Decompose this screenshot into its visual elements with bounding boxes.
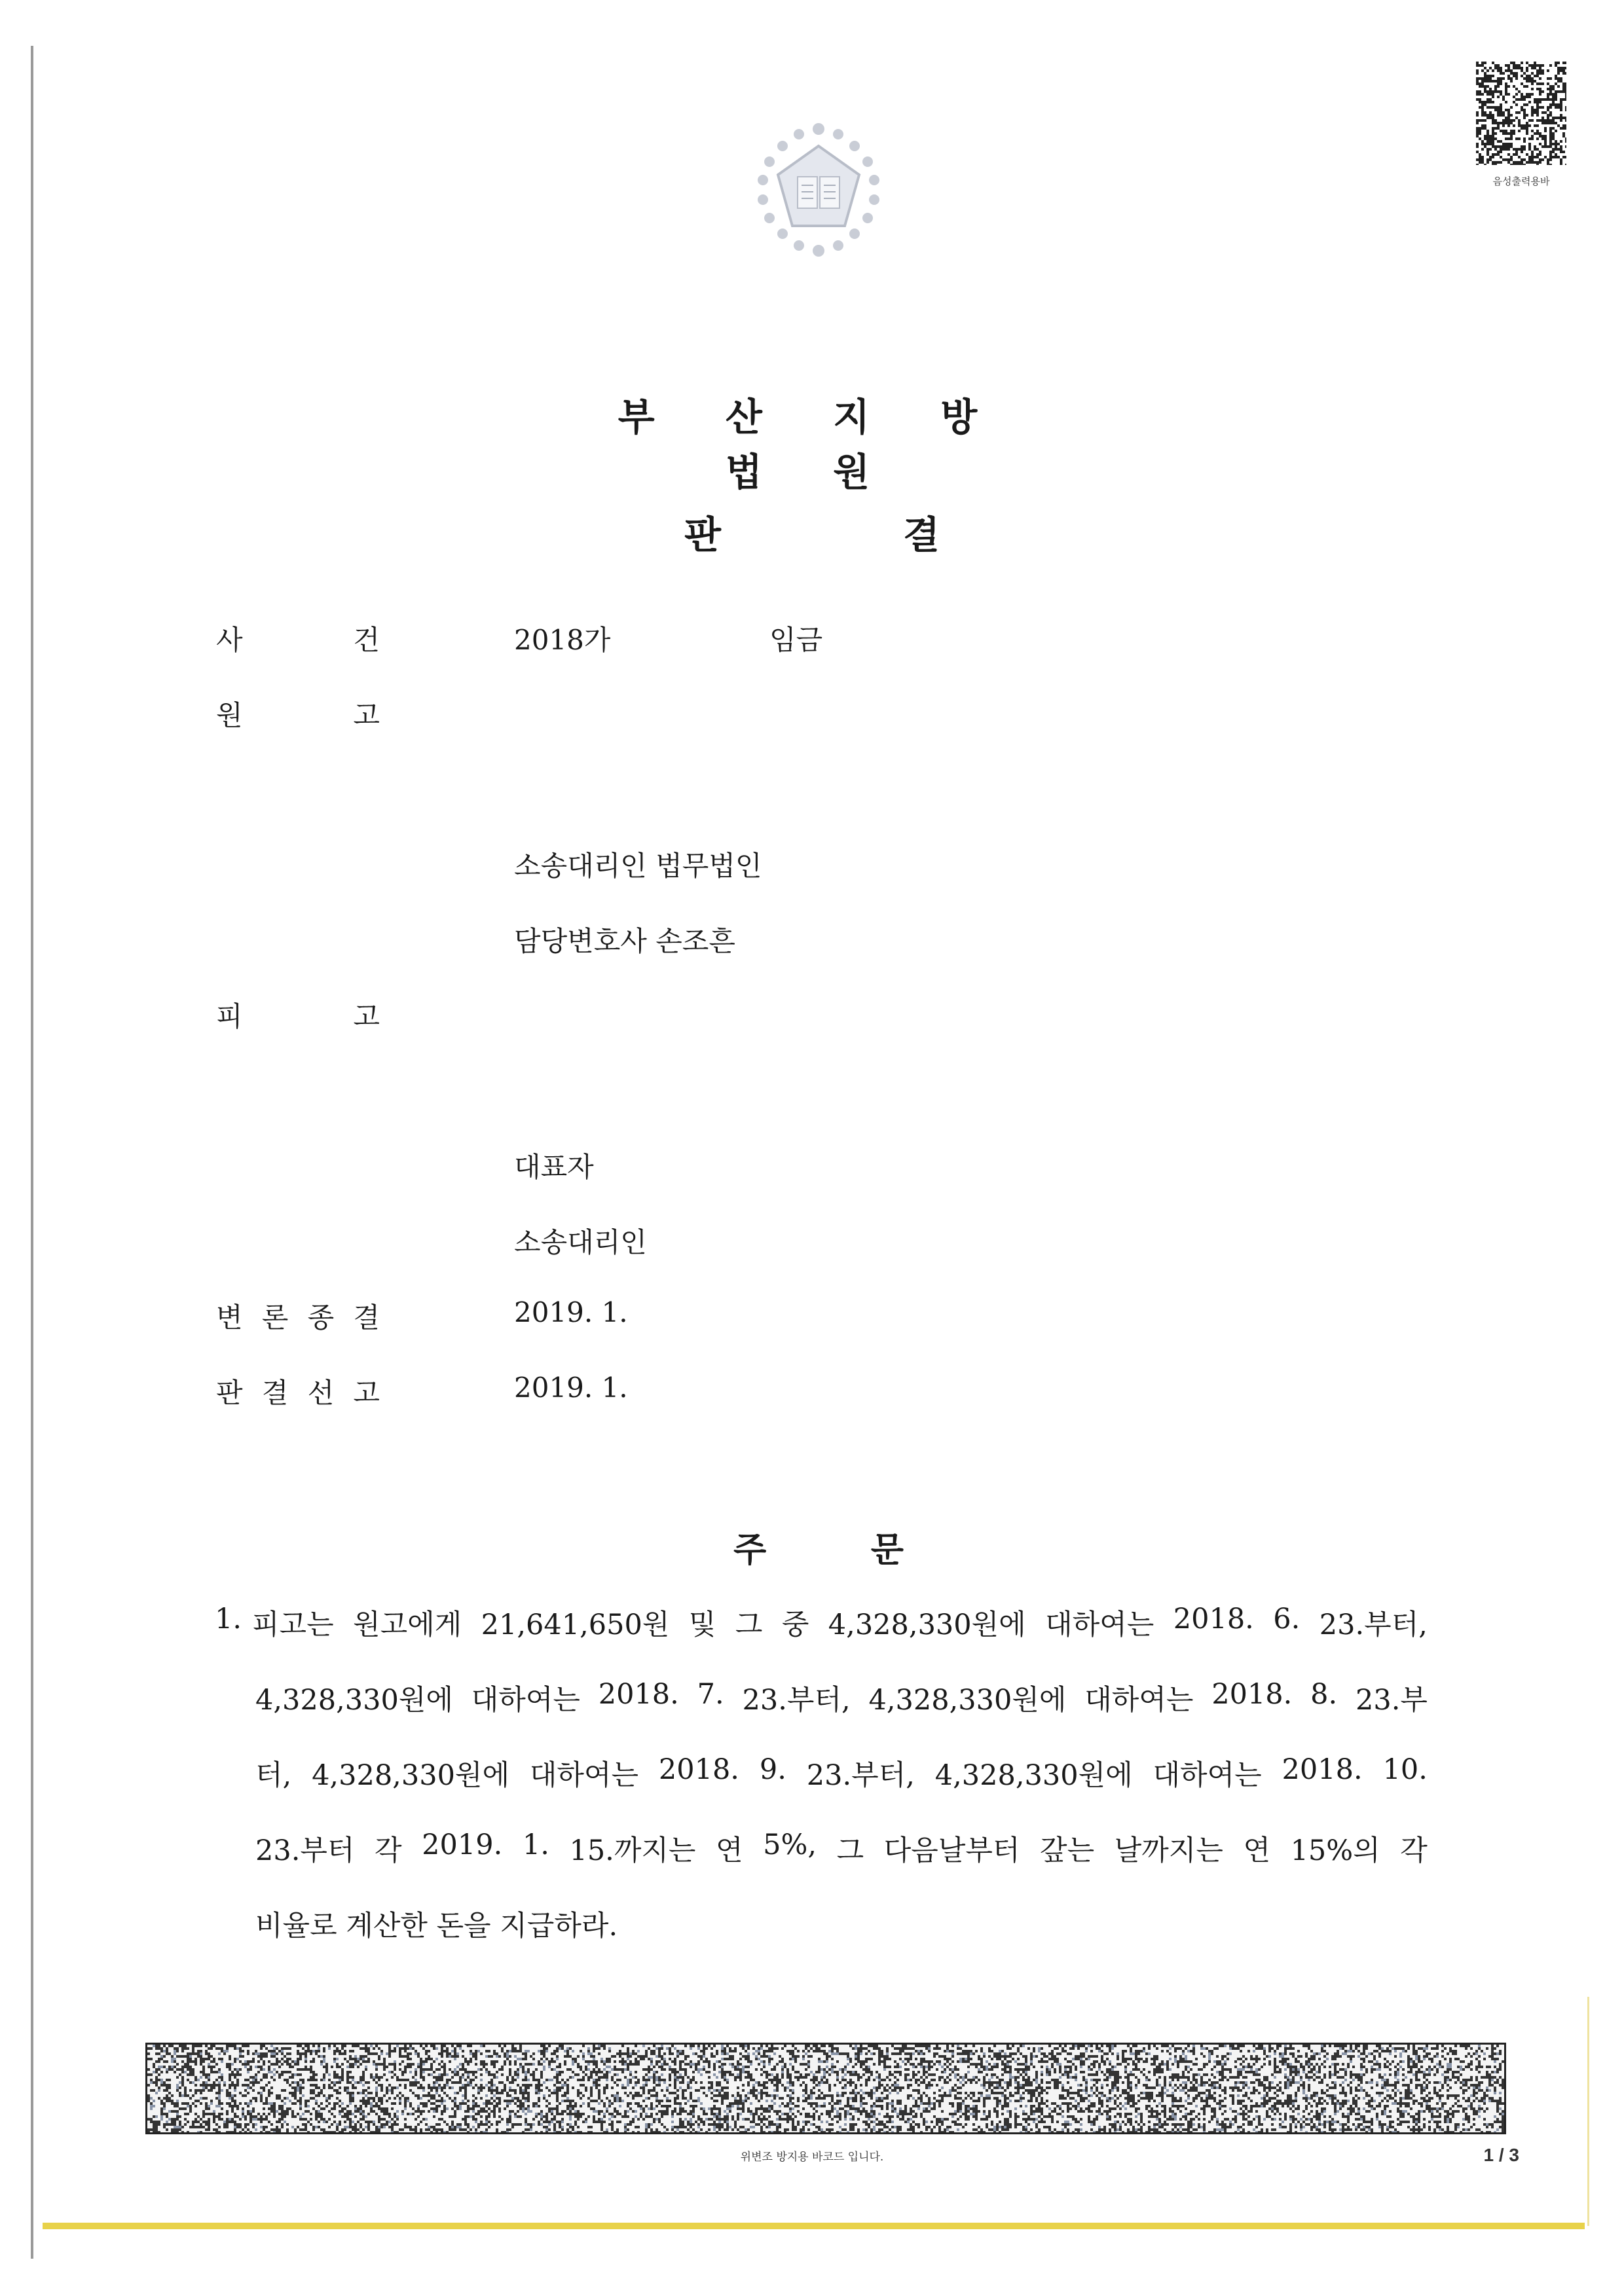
- field-label-char: 선: [307, 1377, 335, 1409]
- field-value: 2019. 1.: [514, 1372, 628, 1404]
- order-line: 터, 4,328,330원에 대하여는 2018. 9. 23.부터, 4,328,330원에 대하여는 2018. 10.: [255, 1753, 1428, 1792]
- page-number: 1 / 3: [1483, 2145, 1519, 2165]
- qr-caption: 음성출력용바: [1492, 175, 1550, 187]
- field-value: 소송대리인 법무법인: [514, 850, 762, 882]
- order-heading-left: 주: [733, 1531, 767, 1570]
- document-title-left: 판: [684, 513, 722, 557]
- document-title: [655, 504, 969, 559]
- field-label-char: 고: [353, 1377, 380, 1409]
- field-label: [216, 1372, 380, 1411]
- order-line: 4,328,330원에 대하여는 2018. 7. 23.부터, 4,328,330원에 대하여는 2018. 8. 23.부: [255, 1678, 1428, 1717]
- order-heading-right: 문: [870, 1531, 904, 1570]
- court-seal-emblem: [740, 115, 897, 265]
- field-label-char: 판: [216, 1377, 243, 1409]
- field-label-char: 결: [261, 1377, 289, 1409]
- field-label-char: 결: [353, 1302, 380, 1334]
- field-label-char: 변: [216, 1302, 243, 1334]
- court-name: 부 산 지 방 법 원: [618, 395, 1006, 494]
- order-line: 피고는 원고에게 21,641,650원 및 그 중 4,328,330원에 대하여는 2018. 6. 23.부터,: [252, 1603, 1428, 1641]
- paper-edge-highlight: [43, 2223, 1585, 2229]
- barcode-caption: 위변조 방지용 바코드 입니다.: [740, 2151, 884, 2164]
- field-value: 2018가: [514, 624, 611, 656]
- field-value: 담당변호사 손조흔: [514, 925, 735, 957]
- field-label-char: 원: [216, 699, 243, 731]
- document-title-right: 결: [902, 513, 940, 557]
- order-item-number: 1.: [215, 1603, 242, 1635]
- field-value: 소송대리인: [514, 1226, 647, 1258]
- field-label-char: 고: [353, 699, 380, 731]
- field-label-char: 론: [261, 1302, 289, 1334]
- field-label-char: 사: [216, 624, 243, 656]
- paper-edge-highlight: [1587, 1997, 1589, 2226]
- field-label-char: 고: [353, 1000, 380, 1032]
- field-label: [216, 694, 380, 733]
- order-heading: [720, 1522, 917, 1571]
- field-label: [216, 995, 380, 1034]
- field-label-char: 피: [216, 1000, 243, 1032]
- anti-forgery-barcode: [145, 2043, 1506, 2134]
- order-line: 23.부터 각 2019. 1. 15.까지는 연 5%, 그 다음날부터 갚는 날까지는 연 15%의 각: [255, 1829, 1428, 1867]
- field-value-secondary: 임금: [769, 624, 823, 656]
- field-label: [216, 619, 380, 658]
- document-qr-code: [1476, 62, 1566, 165]
- field-label: [216, 1296, 380, 1336]
- scan-margin-line: [31, 46, 33, 2259]
- field-value: 2019. 1.: [514, 1296, 628, 1328]
- order-line: 비율로 계산한 돈을 지급하라.: [255, 1910, 618, 1942]
- field-label-char: 종: [307, 1302, 335, 1334]
- field-label-char: 건: [353, 624, 380, 656]
- field-value: 대표자: [514, 1151, 594, 1183]
